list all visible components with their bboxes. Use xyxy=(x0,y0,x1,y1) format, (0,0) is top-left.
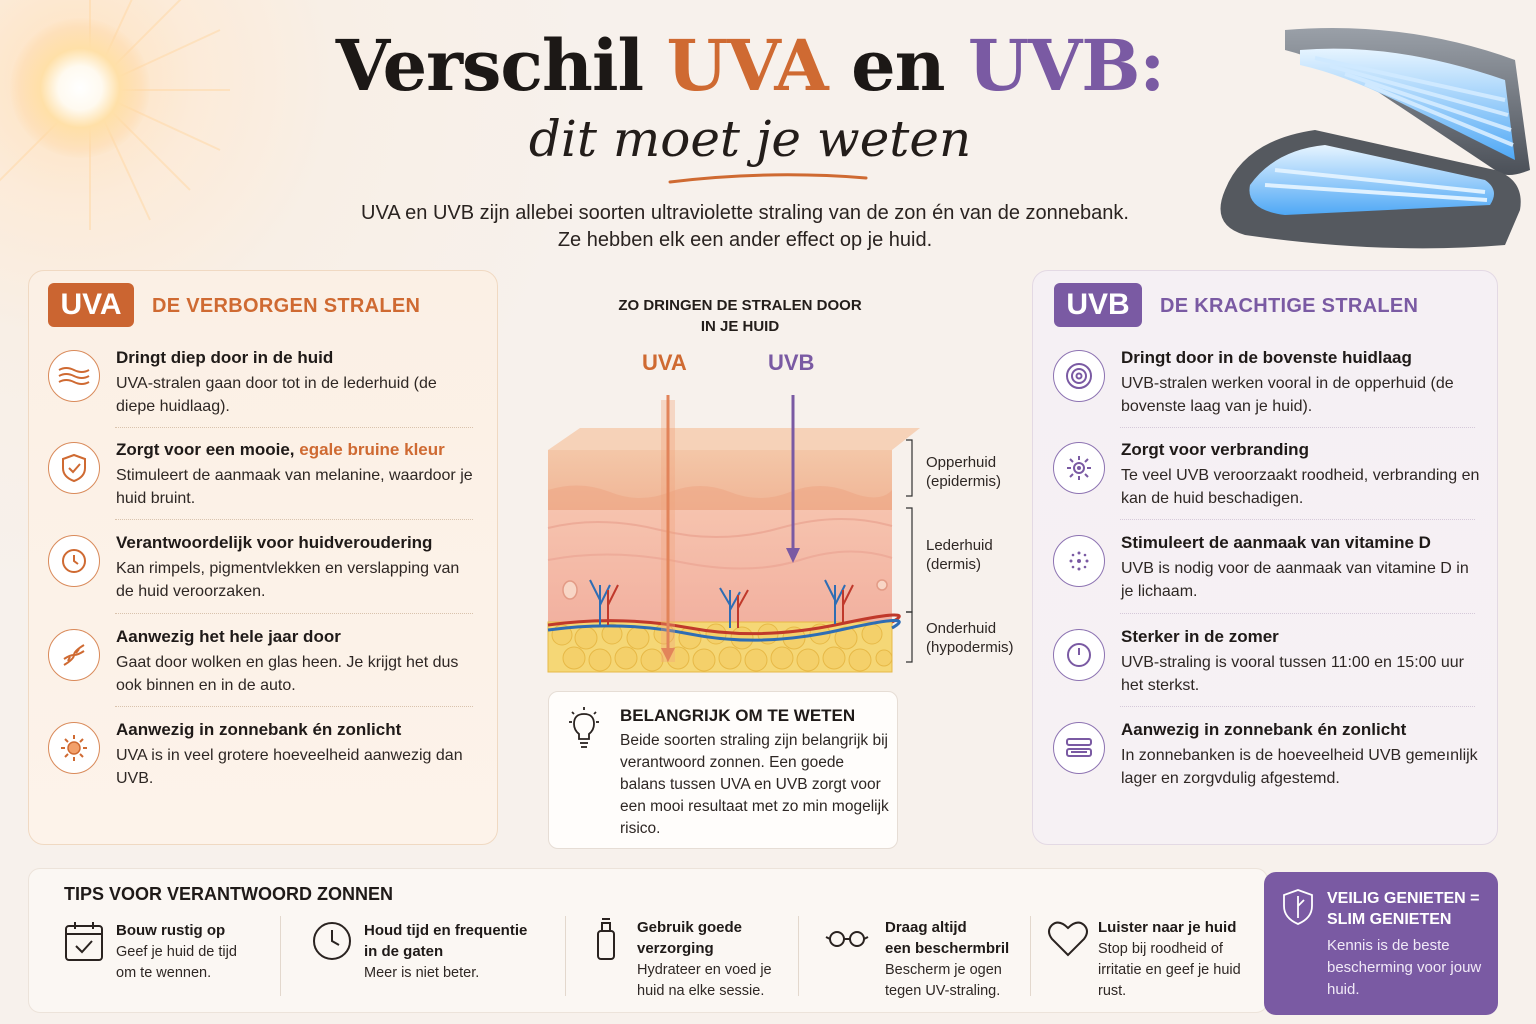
layer-label-dermis: Lederhuid (dermis) xyxy=(926,537,993,573)
diagram-heading: ZO DRINGEN DE STRALEN DOOR IN JE HUID xyxy=(618,297,862,335)
uva-badge: UVA xyxy=(48,283,134,327)
safe-text: Kennis is de beste bescherming voor jouw huid. xyxy=(1327,937,1482,998)
dna-icon xyxy=(48,629,100,681)
divider xyxy=(1120,427,1475,428)
goggles-icon xyxy=(825,917,869,961)
safe-title: VEILIG GENIETEN = SLIM GENIETEN xyxy=(1327,890,1480,928)
divider xyxy=(1120,706,1475,707)
divider xyxy=(1120,613,1475,614)
clock-icon xyxy=(312,920,356,964)
burn-sun-icon xyxy=(1053,442,1105,494)
clock-icon xyxy=(1053,629,1105,681)
uvb-ray-label: UVB xyxy=(768,350,815,375)
divider xyxy=(115,613,473,614)
page-subtitle: dit moet je weten xyxy=(528,110,972,168)
lotion-bottle-icon xyxy=(585,917,629,961)
tip-separator xyxy=(798,916,799,996)
skin-layers-icon xyxy=(48,350,100,402)
skin-cross-section xyxy=(540,380,930,680)
note-text: Beide soorten straling zijn belangrijk bij verantwoord zonnen. Een goede balans tussen UVA en UVB zorgt voor een mooi resultaat met zo min mogelijk risico. xyxy=(620,732,889,837)
layer-label-hypodermis: Onderhuid (hypodermis) xyxy=(926,620,1014,656)
note-title: BELANGRIJK OM TE WETEN xyxy=(620,706,856,725)
tip-separator xyxy=(565,916,566,996)
page-title: Verschil UVA en UVB: xyxy=(335,24,1165,107)
sunbed-icon xyxy=(1053,722,1105,774)
divider xyxy=(115,706,473,707)
divider xyxy=(115,519,473,520)
target-icon xyxy=(1053,350,1105,402)
sun-icon xyxy=(10,18,150,158)
sunbed-illustration xyxy=(1205,20,1530,260)
uva-heading: DE VERBORGEN STRALEN xyxy=(152,295,421,317)
tip-separator xyxy=(1030,916,1031,996)
divider xyxy=(1120,519,1475,520)
clock-aging-icon xyxy=(48,535,100,587)
uvb-badge: UVB xyxy=(1054,283,1142,327)
shield-check-icon xyxy=(48,442,100,494)
uvb-heading: DE KRACHTIGE STRALEN xyxy=(1160,295,1419,317)
intro-text: UVA en UVB zijn allebei soorten ultraviolette straling van de zon én van de zonnebank. Ze hebben elk een ander effect op je huid. xyxy=(361,202,1129,251)
calendar-icon xyxy=(64,920,108,964)
layer-label-epidermis: Opperhuid (epidermis) xyxy=(926,454,1002,490)
subtitle-underline xyxy=(668,168,868,188)
tip-separator xyxy=(280,916,281,996)
sun-icon xyxy=(48,722,100,774)
divider xyxy=(115,427,473,428)
uva-ray-label: UVA xyxy=(642,350,687,375)
vitamin-d-icon xyxy=(1053,535,1105,587)
tips-heading: TIPS VOOR VERANTWOORD ZONNEN xyxy=(64,884,394,904)
lightbulb-icon xyxy=(566,706,602,752)
heart-icon xyxy=(1046,917,1090,961)
shield-icon xyxy=(1282,888,1314,926)
